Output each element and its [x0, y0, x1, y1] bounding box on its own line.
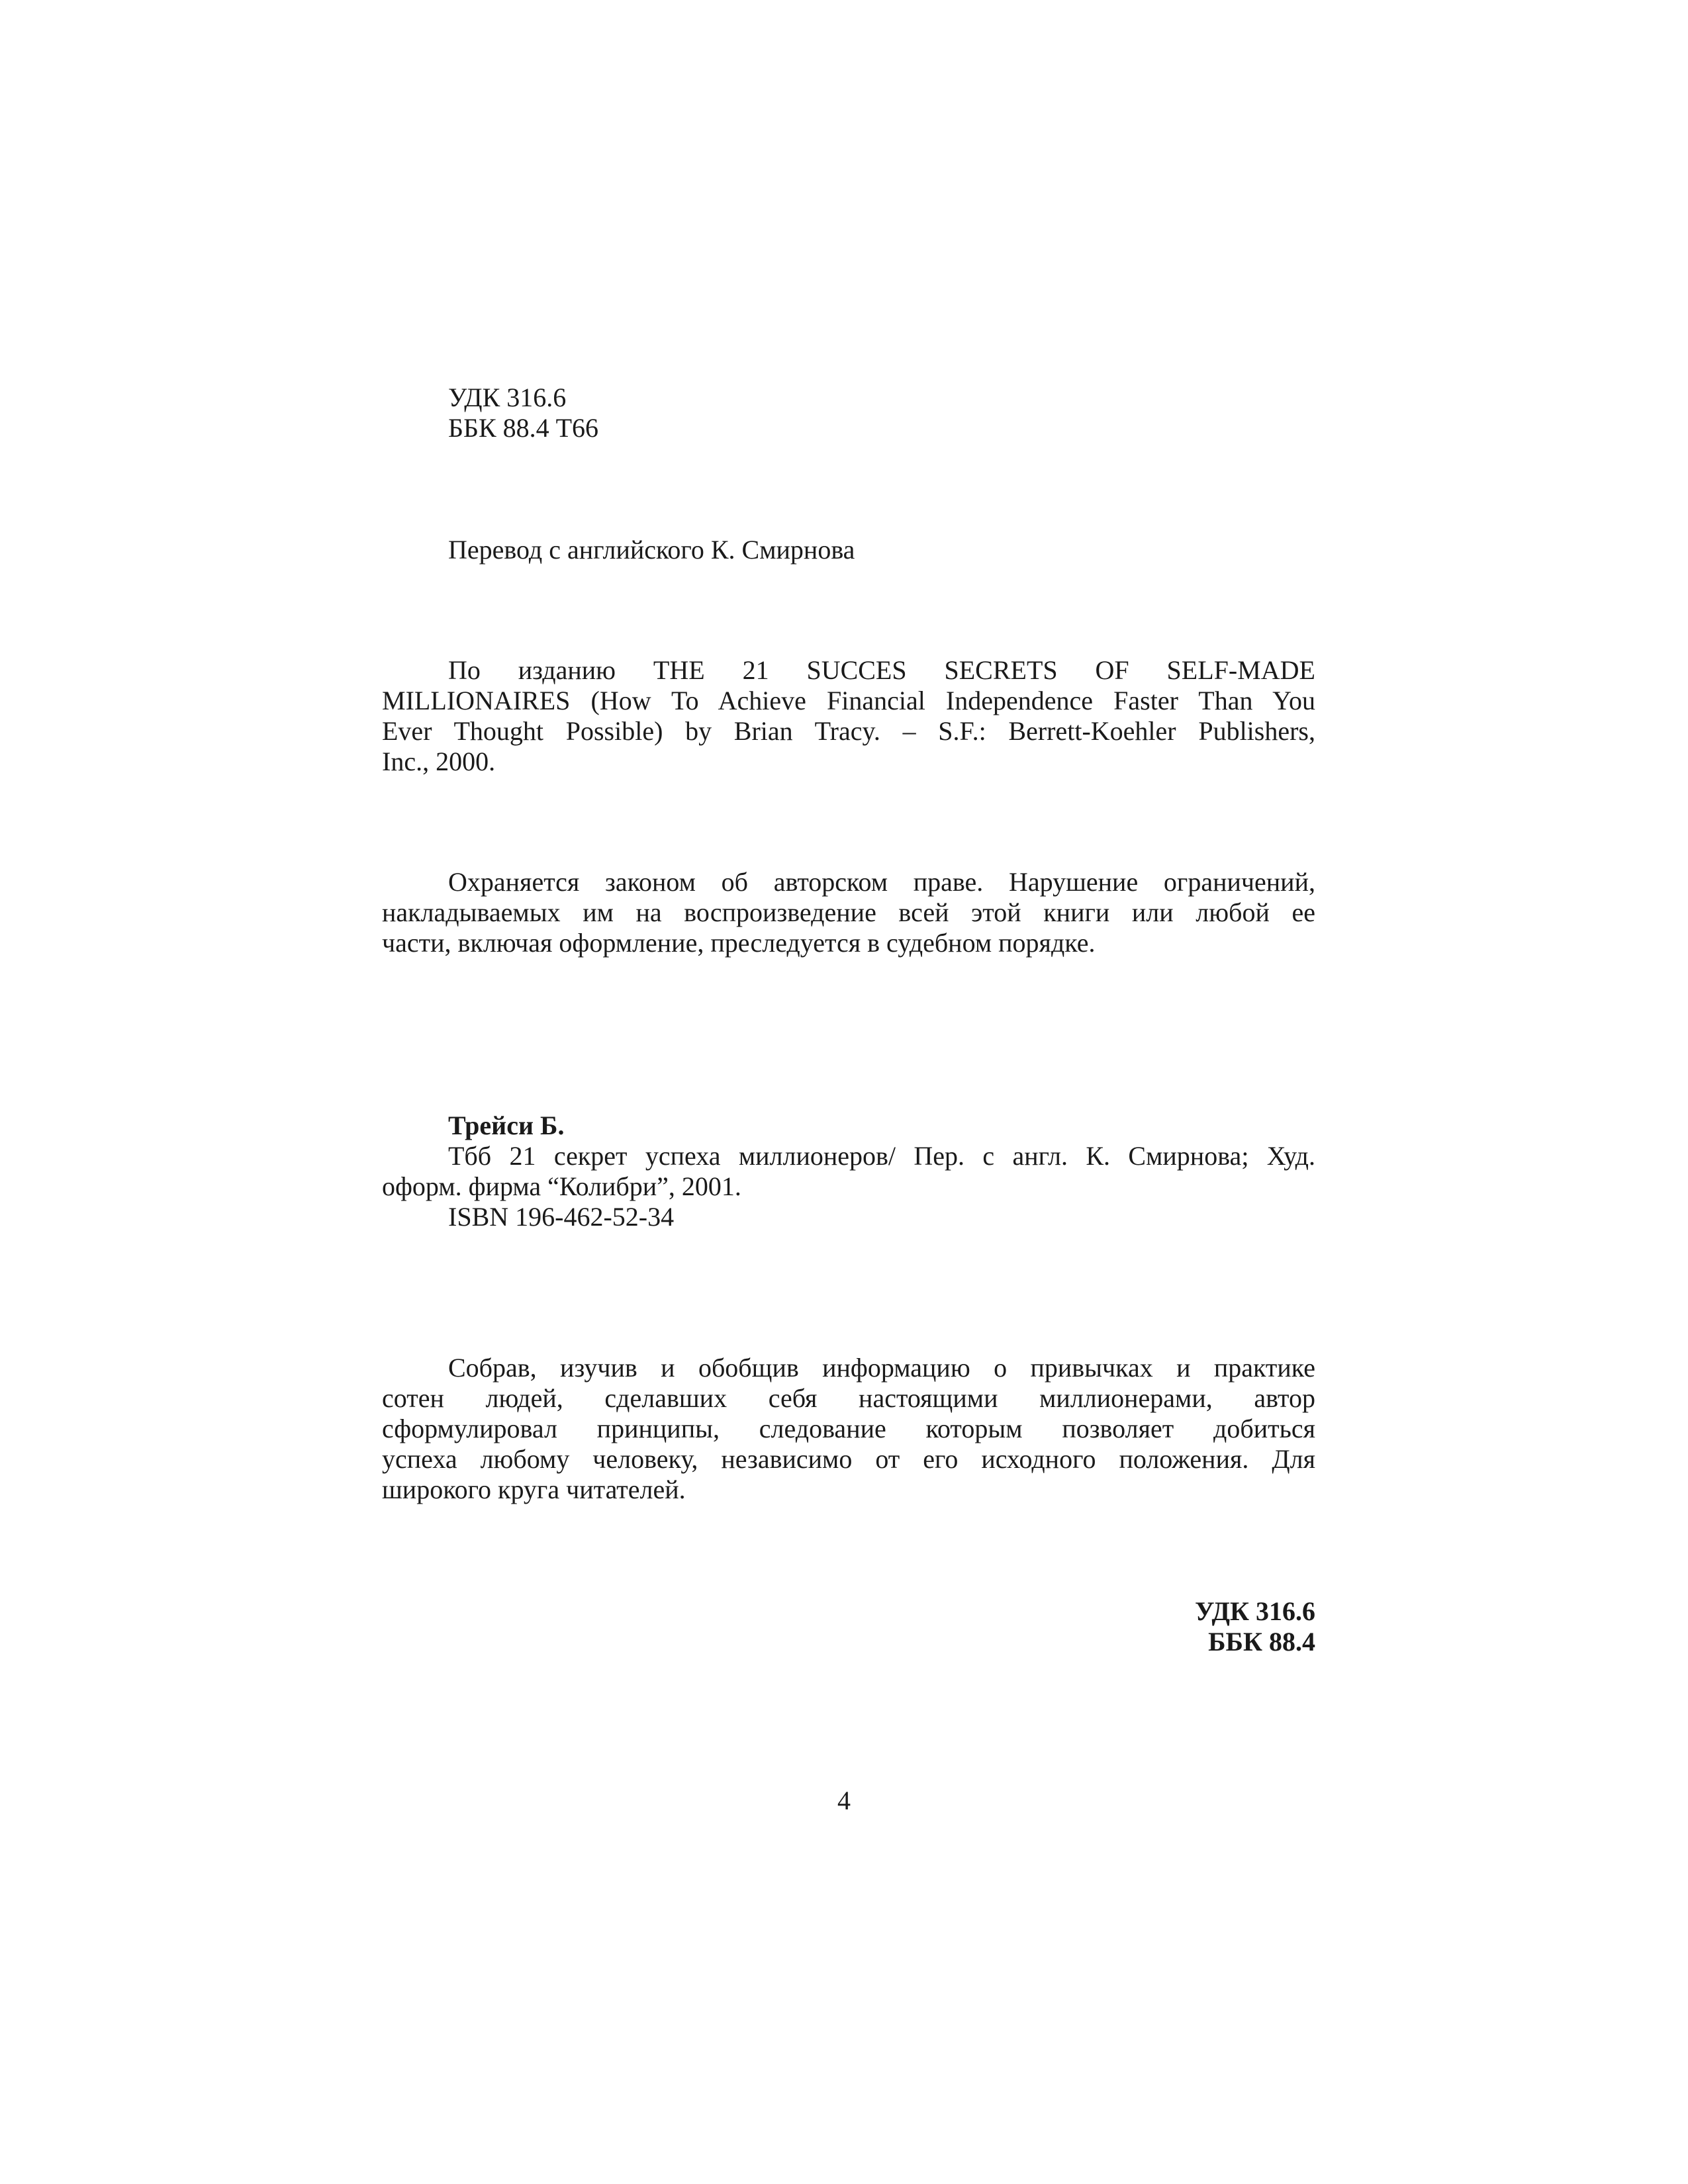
catalog-title-line: Тбб 21 секрет успеха миллионеров/ Пер. с англ. К. Смирнова; Худ. [448, 1141, 1315, 1171]
original-edition-line: По изданию THE 21 SUCCES SECRETS OF SELF-MADE [448, 655, 1315, 685]
translation-note [382, 535, 1315, 565]
footer-udk-code: УДК 316.6 [1195, 1596, 1315, 1626]
catalog-isbn: ISBN 196-462-52-34 [448, 1202, 675, 1232]
udk-code: УДК 316.6 [448, 383, 567, 412]
copyright-notice [382, 867, 1315, 958]
header-codes [382, 383, 1315, 443]
copyright-line: накладываемых им на воспроизведение всей этой книги или любой ее [382, 897, 1315, 927]
annotation-line: широкого круга читателей. [382, 1475, 686, 1504]
original-edition [382, 655, 1315, 777]
catalog-record [382, 1111, 1315, 1232]
original-edition-line: Ever Thought Possible) by Brian Tracy. – S.F.: Berrett-Koehler Publishers, [382, 716, 1315, 746]
catalog-title-line: оформ. фирма “Колибри”, 2001. [382, 1171, 741, 1201]
annotation [382, 1353, 1315, 1505]
annotation-line: сотен людей, сделавших себя настоящими миллионерами, автор [382, 1383, 1315, 1413]
bbk-code: ББК 88.4 Т66 [448, 413, 599, 443]
copyright-line: Охраняется законом об авторском праве. Нарушение ограничений, [448, 867, 1315, 897]
page-number: 4 [837, 1786, 851, 1815]
footer-bbk-code: ББК 88.4 [1208, 1627, 1315, 1657]
annotation-line: сформулировал принципы, следование которым позволяет добиться [382, 1414, 1315, 1443]
copyright-line: части, включая оформление, преследуется в судебном порядке. [382, 928, 1096, 958]
annotation-line: успеха любому человеку, независимо от его исходного положения. Для [382, 1444, 1315, 1474]
translation-note-text: Перевод с английского К. Смирнова [448, 535, 855, 565]
annotation-line: Собрав, изучив и обобщив информацию о привычках и практике [448, 1353, 1315, 1383]
footer-codes [382, 1596, 1315, 1657]
original-edition-line: Inc., 2000. [382, 747, 496, 776]
original-edition-line: MILLIONAIRES (How To Achieve Financial Independence Faster Than You [382, 686, 1315, 715]
catalog-author: Трейси Б. [448, 1111, 565, 1140]
